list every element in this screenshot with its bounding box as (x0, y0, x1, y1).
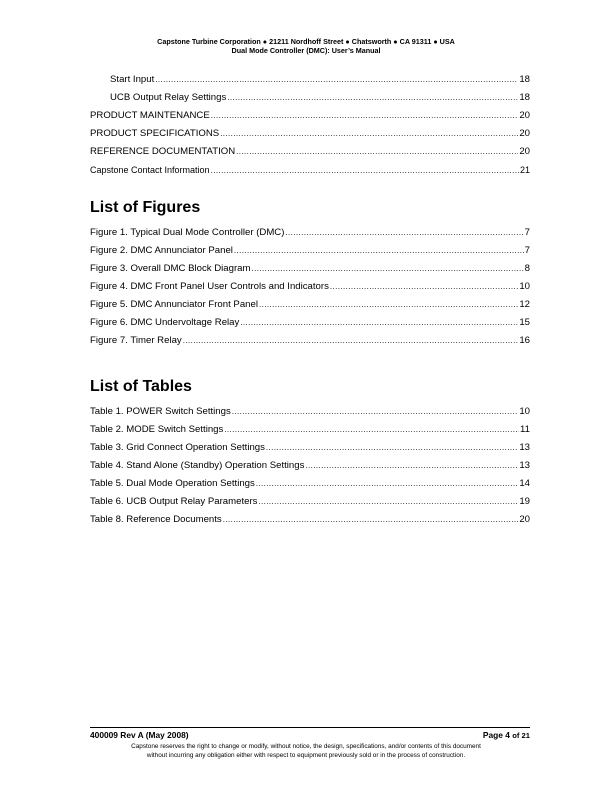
footer-page-of: of 21 (512, 731, 530, 740)
table-entry-label: Table 8. Reference Documents (90, 514, 222, 525)
figure-entry[interactable] (90, 278, 530, 296)
figure-entry-label: Figure 7. Timer Relay (90, 335, 182, 346)
leader-dots (240, 314, 518, 332)
table-entry-label: Table 5. Dual Mode Operation Settings (90, 478, 255, 489)
figure-entry-label: Figure 3. Overall DMC Block Diagram (90, 263, 251, 274)
table-entry-label: Table 1. POWER Switch Settings (90, 406, 231, 417)
figure-entry[interactable] (90, 242, 530, 260)
footer-page-label: Page 4 (482, 730, 510, 740)
toc-entry-page: 20 (519, 128, 530, 139)
toc-entry-label: REFERENCE DOCUMENTATION (90, 146, 236, 157)
figure-entry[interactable] (90, 260, 530, 278)
header-company-line: Capstone Turbine Corporation ● 21211 Nordhoff Street ● Chatsworth ● CA 91311 ● USA (157, 37, 455, 46)
figure-entry-label: Figure 4. DMC Front Panel User Controls and Indicators (90, 281, 329, 292)
figure-entry-label: Figure 1. Typical Dual Mode Controller (DMC) (90, 227, 285, 238)
page-header (0, 37, 612, 55)
leader-dots (251, 260, 523, 278)
toc-entry-label: UCB Output Relay Settings (110, 92, 227, 103)
toc-entry[interactable] (90, 161, 530, 179)
leader-dots (256, 475, 519, 493)
table-entry[interactable] (90, 457, 530, 475)
list-of-tables (90, 403, 530, 529)
toc-entry-page: 21 (519, 165, 530, 175)
leader-dots (183, 332, 519, 350)
table-entry[interactable] (90, 493, 530, 511)
figure-entry-label: Figure 2. DMC Annunciator Panel (90, 245, 233, 256)
figure-entry[interactable] (90, 314, 530, 332)
toc-continued (90, 71, 530, 179)
toc-entry-page: 18 (519, 74, 530, 85)
toc-entry-label: PRODUCT SPECIFICATIONS (90, 128, 220, 139)
leader-dots (285, 224, 523, 242)
list-of-tables-heading: List of Tables (90, 378, 192, 395)
table-entry[interactable] (90, 475, 530, 493)
footer-doc-id: 400009 Rev A (May 2008) (90, 730, 189, 740)
figure-entry-label: Figure 6. DMC Undervoltage Relay (90, 317, 240, 328)
table-entry-page: 13 (519, 460, 530, 471)
leader-dots (220, 125, 518, 143)
toc-entry[interactable] (90, 143, 530, 161)
table-entry-label: Table 3. Grid Connect Operation Settings (90, 442, 265, 453)
leader-dots (330, 278, 518, 296)
toc-entry-label: PRODUCT MAINTENANCE (90, 110, 210, 121)
list-of-figures-heading: List of Figures (90, 199, 201, 216)
figure-entry[interactable] (90, 332, 530, 350)
leader-dots (223, 511, 519, 529)
toc-entry-page: 20 (519, 146, 530, 157)
toc-entry[interactable] (90, 125, 530, 143)
table-entry-page: 19 (519, 496, 530, 507)
toc-entry-page: 18 (519, 92, 530, 103)
leader-dots (234, 242, 524, 260)
figure-entry[interactable] (90, 224, 530, 242)
leader-dots (224, 421, 519, 439)
leader-dots (305, 457, 518, 475)
table-entry-label: Table 6. UCB Output Relay Parameters (90, 496, 258, 507)
leader-dots (232, 403, 519, 421)
footer-disclaimer (0, 743, 612, 760)
table-entry-page: 11 (520, 424, 530, 435)
table-entry-page: 10 (519, 406, 530, 417)
disclaimer-line-2: without incurring any obligation either with respect to equipment previously sold or in the process of construction. (146, 751, 466, 759)
leader-dots (211, 107, 519, 125)
figure-entry[interactable] (90, 296, 530, 314)
table-entry[interactable] (90, 403, 530, 421)
table-entry-label: Table 4. Stand Alone (Standby) Operation Settings (90, 460, 305, 471)
table-entry-page: 14 (519, 478, 530, 489)
figure-entry-page: 12 (519, 299, 530, 310)
figure-entry-page: 7 (524, 227, 530, 238)
toc-entry-page: 20 (519, 110, 530, 121)
figure-entry-page: 10 (519, 281, 530, 292)
figure-entry-page: 7 (524, 245, 530, 256)
list-of-figures (90, 224, 530, 350)
toc-entry-label: Capstone Contact Information (90, 165, 210, 175)
footer-page-number (483, 730, 530, 740)
leader-dots (236, 143, 518, 161)
toc-entry[interactable] (90, 89, 530, 107)
leader-dots (266, 439, 518, 457)
leader-dots (227, 89, 518, 107)
table-entry-page: 13 (519, 442, 530, 453)
footer-rule (90, 727, 530, 728)
figure-entry-page: 16 (519, 335, 530, 346)
toc-entry-label: Start Input (110, 74, 155, 85)
header-manual-title: Dual Mode Controller (DMC): User’s Manual (231, 46, 381, 55)
leader-dots (258, 493, 518, 511)
toc-entry[interactable] (90, 71, 530, 89)
table-entry[interactable] (90, 421, 530, 439)
table-entry-label: Table 2. MODE Switch Settings (90, 424, 224, 435)
disclaimer-line-1: Capstone reserves the right to change or modify, without notice, the design, specifications, and/or contents of this document (131, 743, 481, 750)
table-entry-page: 20 (519, 514, 530, 525)
leader-dots (155, 71, 518, 89)
toc-entry[interactable] (90, 107, 530, 125)
table-entry[interactable] (90, 439, 530, 457)
figure-entry-label: Figure 5. DMC Annunciator Front Panel (90, 299, 258, 310)
table-entry[interactable] (90, 511, 530, 529)
figure-entry-page: 15 (519, 317, 530, 328)
leader-dots (259, 296, 518, 314)
figure-entry-page: 8 (524, 263, 530, 274)
leader-dots (211, 162, 519, 180)
